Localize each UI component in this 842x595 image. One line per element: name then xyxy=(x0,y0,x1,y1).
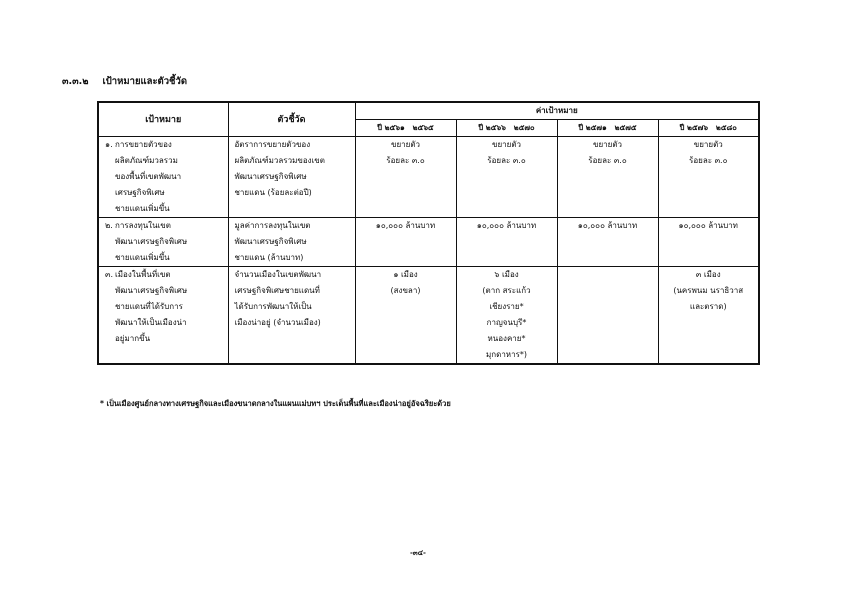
target-line: ร้อยละ ๓.๐ xyxy=(689,156,728,165)
header-year-2: ปี ๒๕๖๖ ๒๕๗๐ xyxy=(456,120,557,137)
header-indicator: ตัวชี้วัด xyxy=(228,102,355,137)
indicator-line: มูลค่าการลงทุนในเขต xyxy=(234,221,311,230)
target-cell xyxy=(355,267,456,365)
goal-number: ๑. xyxy=(105,140,113,149)
target-line: กาญจนบุรี* xyxy=(486,318,527,327)
section-title: เป้าหมายและตัวชี้วัด xyxy=(102,76,188,87)
section-number: ๓.๓.๒ xyxy=(62,76,89,87)
indicator-line: เมืองน่าอยู่ (จำนวนเมือง) xyxy=(234,318,321,327)
goal-line: พัฒนาเศรษฐกิจพิเศษ xyxy=(115,286,188,295)
indicator-line: ได้รับการพัฒนาให้เป็น xyxy=(234,302,312,311)
target-cell xyxy=(456,267,557,365)
goal-cell xyxy=(98,267,228,365)
indicator-line: ชายแดน (ร้อยละต่อปี) xyxy=(234,188,312,197)
indicator-line: อัตราการขยายตัวของ xyxy=(234,140,311,149)
header-year-3: ปี ๒๕๗๑ ๒๕๗๕ xyxy=(557,120,658,137)
target-line: และตราด) xyxy=(689,302,727,311)
goal-line: พัฒนาเศรษฐกิจพิเศษ xyxy=(115,237,188,246)
target-line: ร้อยละ ๓.๐ xyxy=(487,156,526,165)
goal-text: การขยายตัวของ xyxy=(115,140,172,149)
goal-line: พัฒนาให้เป็นเมืองน่า xyxy=(115,318,187,327)
goal-line: ชายแดนเพิ่มขึ้น xyxy=(115,204,170,213)
goal-text: เมืองในพื้นที่เขต xyxy=(115,270,171,279)
target-cell xyxy=(456,218,557,267)
target-line: ขยายตัว xyxy=(693,140,723,149)
indicator-cell xyxy=(228,137,355,218)
target-cell xyxy=(658,137,759,218)
target-line: ๑ เมือง xyxy=(393,270,418,279)
goal-number: ๓. xyxy=(105,270,114,279)
target-cell xyxy=(658,267,759,365)
target-cell xyxy=(557,218,658,267)
target-line: ๓ เมือง xyxy=(695,270,721,279)
indicator-line: ผลิตภัณฑ์มวลรวมของเขต xyxy=(234,156,325,165)
goal-line: ชายแดนที่ได้รับการ xyxy=(115,302,183,311)
goal-cell xyxy=(98,137,228,218)
table-row xyxy=(98,267,759,365)
indicator-line: พัฒนาเศรษฐกิจพิเศษ xyxy=(234,237,307,246)
section-heading xyxy=(62,74,201,89)
indicator-line: พัฒนาเศรษฐกิจพิเศษ xyxy=(234,172,307,181)
target-cell xyxy=(456,137,557,218)
target-line: ขยายตัว xyxy=(491,140,522,149)
footnote: * เป็นเมืองศูนย์กลางทางเศรษฐกิจและเมืองขนาดกลางในแผนแม่บทฯ ประเด็นพื้นที่และเมืองน่าอยู่อัจฉริยะด้วย xyxy=(100,399,451,408)
table-row xyxy=(98,218,759,267)
header-target: ค่าเป้าหมาย xyxy=(355,102,759,120)
goal-line: ผลิตภัณฑ์มวลรวม xyxy=(115,156,178,165)
targets-table xyxy=(97,101,760,365)
target-line: ๑๐,๐๐๐ ล้านบาท xyxy=(678,221,738,230)
goal-line: เศรษฐกิจพิเศษ xyxy=(115,188,165,197)
target-cell xyxy=(658,218,759,267)
target-line: หนองคาย* xyxy=(487,334,526,343)
indicator-line: จำนวนเมืองในเขตพัฒนา xyxy=(234,270,322,279)
table-row xyxy=(98,137,759,218)
indicator-line: เศรษฐกิจพิเศษชายแดนที่ xyxy=(234,286,320,295)
header-goal: เป้าหมาย xyxy=(98,102,228,137)
goal-line: ชายแดนเพิ่มขึ้น xyxy=(115,253,170,262)
goal-cell xyxy=(98,218,228,267)
target-cell xyxy=(355,218,456,267)
target-line: (สงขลา) xyxy=(390,286,421,295)
target-line: ขยายตัว xyxy=(390,140,421,149)
goal-number: ๒. xyxy=(105,221,113,230)
indicator-cell xyxy=(228,218,355,267)
page-number: -๓๔- xyxy=(410,549,426,557)
target-line: ขยายตัว xyxy=(592,140,623,149)
header-year-4: ปี ๒๕๗๖ ๒๕๘๐ xyxy=(658,120,759,137)
goal-line xyxy=(105,218,222,234)
target-line: (ตาก สระแก้ว xyxy=(482,286,531,295)
target-line: ร้อยละ ๓.๐ xyxy=(386,156,425,165)
target-line: ร้อยละ ๓.๐ xyxy=(588,156,627,165)
target-line: ๑๐,๐๐๐ ล้านบาท xyxy=(375,221,436,230)
target-line: มุกดาหาร*) xyxy=(486,350,527,359)
target-line: ๑๐,๐๐๐ ล้านบาท xyxy=(476,221,537,230)
target-line: (นครพนม นราธิวาส xyxy=(673,286,744,295)
target-line: ๑๐,๐๐๐ ล้านบาท xyxy=(577,221,638,230)
goal-line xyxy=(105,267,222,283)
target-line: เชียงราย* xyxy=(489,302,524,311)
goal-text: การลงทุนในเขต xyxy=(115,221,171,230)
goal-line: ของพื้นที่เขตพัฒนา xyxy=(115,172,182,181)
target-cell xyxy=(355,137,456,218)
target-cell xyxy=(557,267,658,365)
goal-line: อยู่มากขึ้น xyxy=(115,334,151,343)
header-year-1: ปี ๒๕๖๑ ๒๕๖๕ xyxy=(355,120,456,137)
indicator-line: ชายแดน (ล้านบาท) xyxy=(234,253,304,262)
goal-line xyxy=(105,137,222,153)
target-line: ๖ เมือง xyxy=(494,270,519,279)
indicator-cell xyxy=(228,267,355,365)
target-cell xyxy=(557,137,658,218)
